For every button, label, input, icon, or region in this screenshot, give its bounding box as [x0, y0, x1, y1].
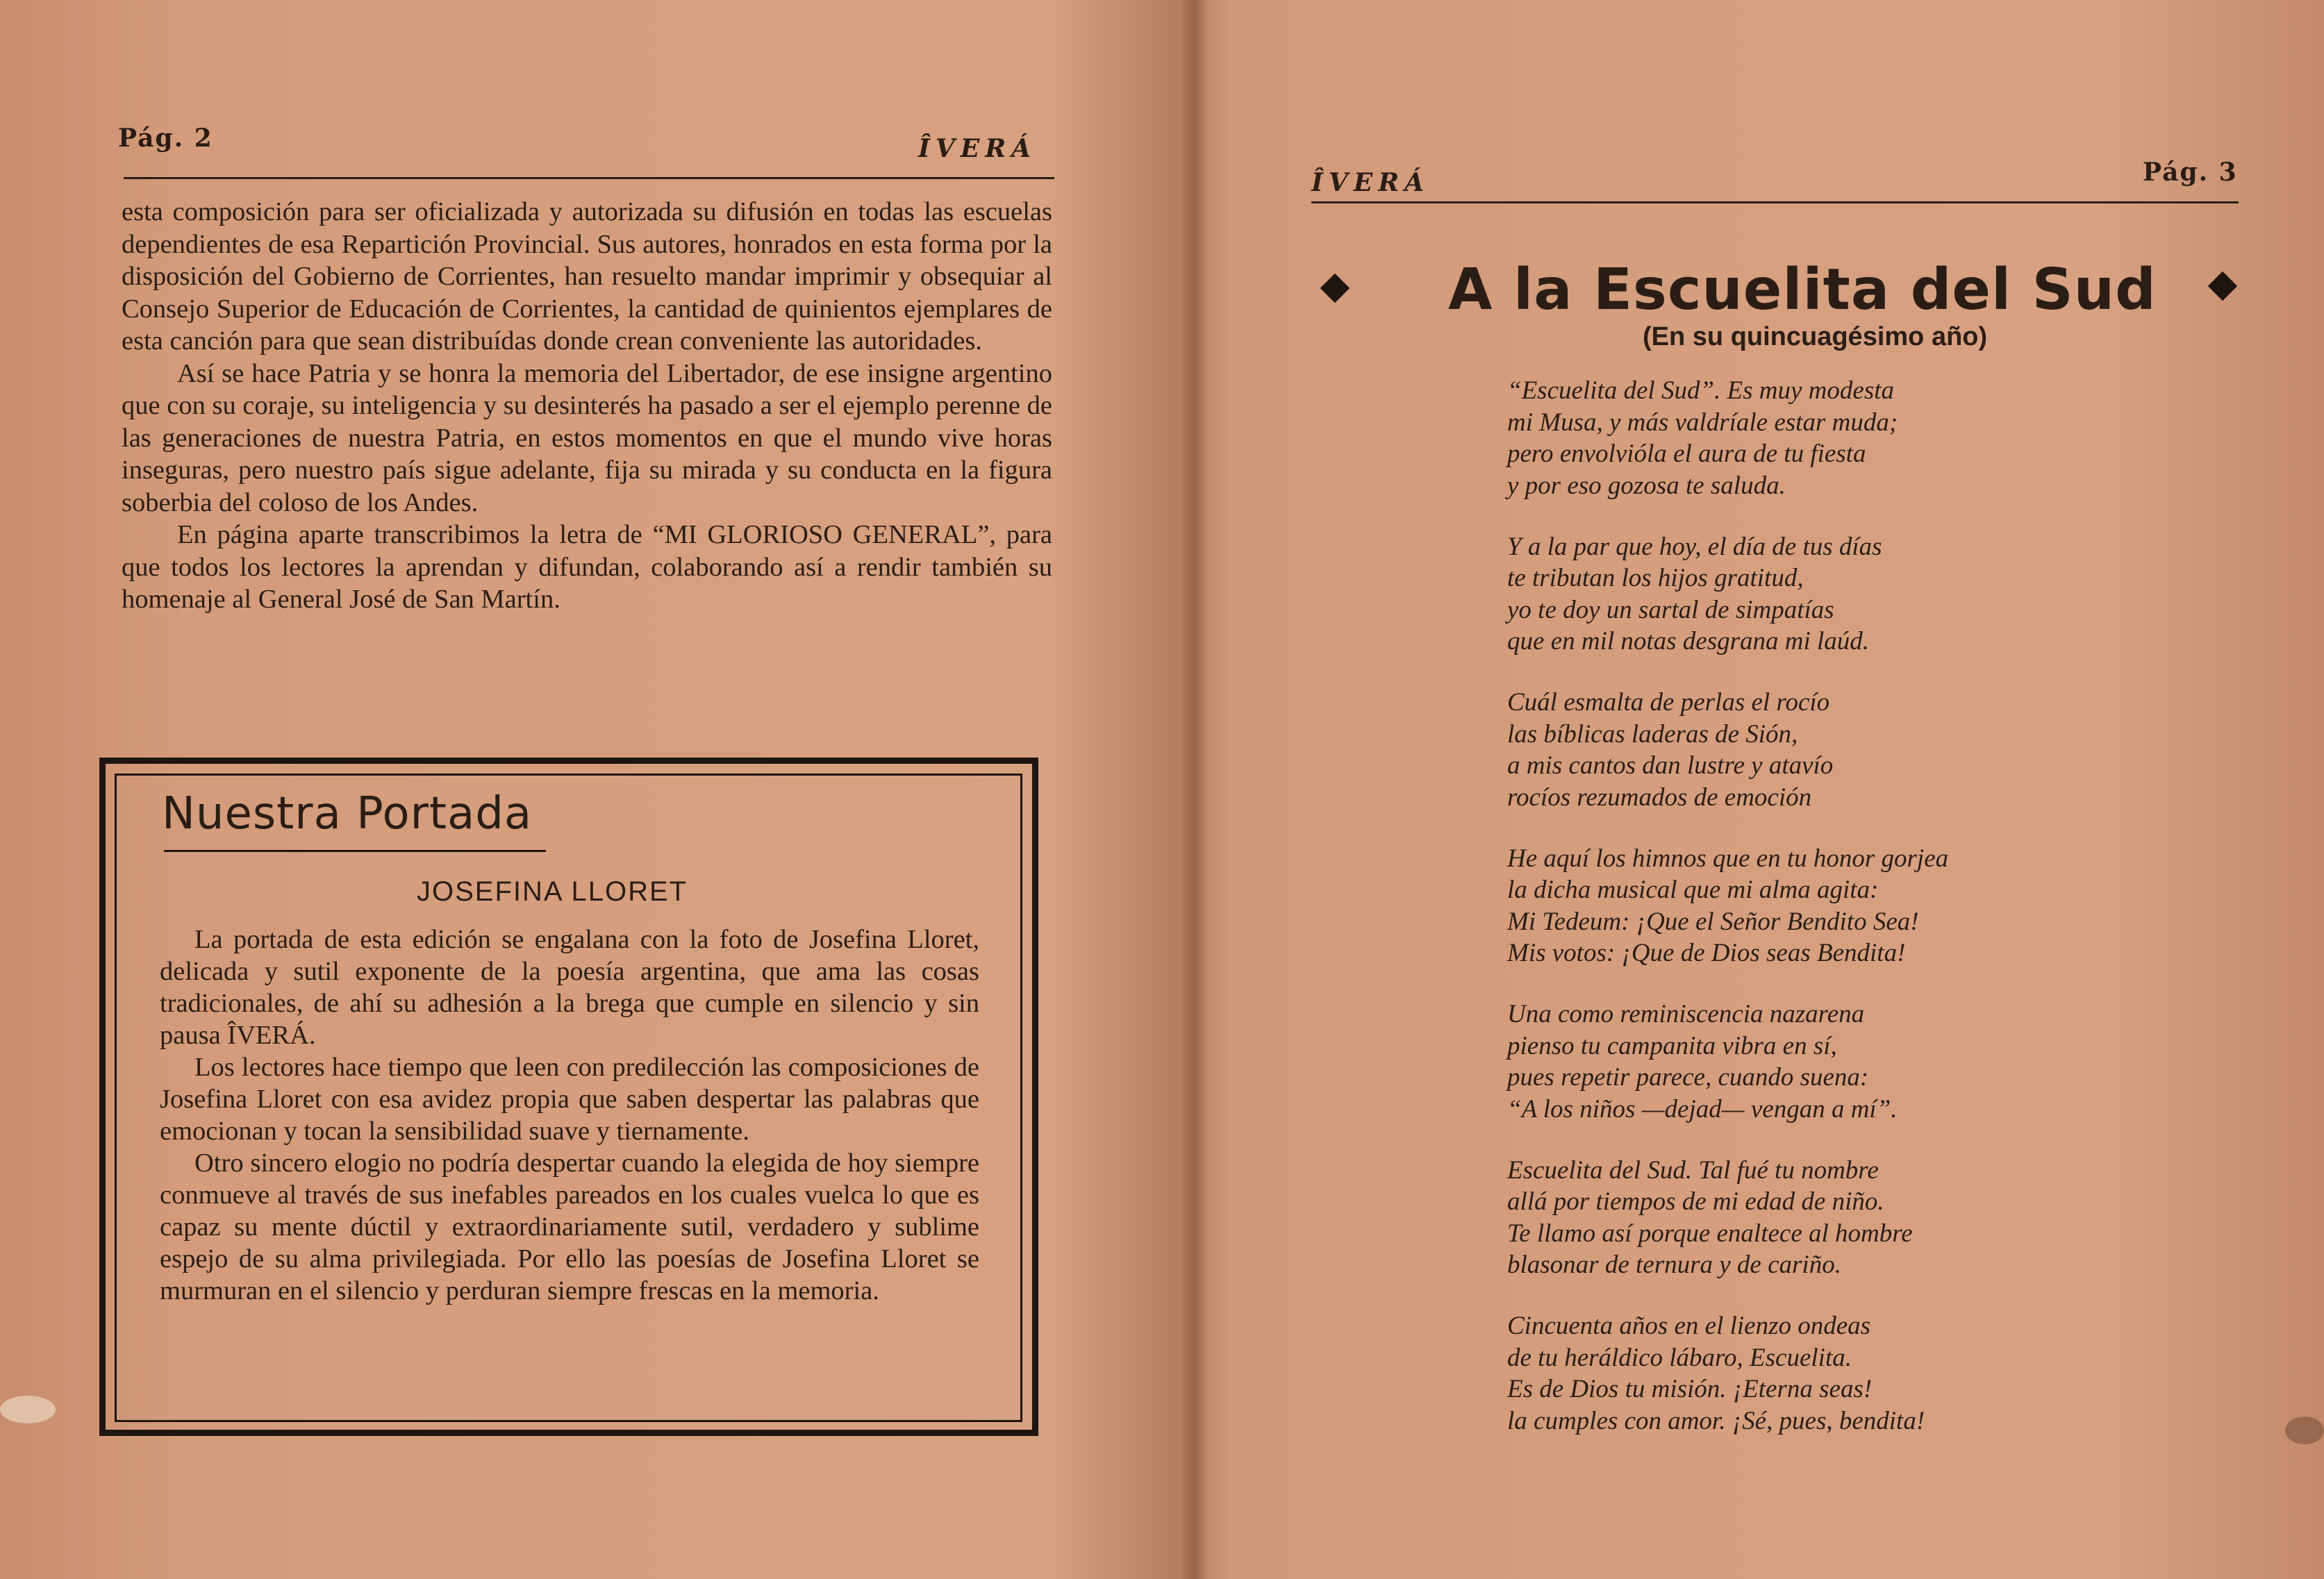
poem-line: “A los niños —dejad— vengan a mí”.	[1507, 1094, 1898, 1123]
poem-line: Mis votos: ¡Que de Dios seas Bendita!	[1507, 939, 1906, 967]
poem-line: pero envolvióla el aura de tu fiesta	[1507, 440, 1866, 468]
right-header-magazine-name: ÎVERÁ	[1311, 168, 1430, 197]
portada-paragraph: La portada de esta edición se engalana con la foto de Josefina Lloret, delicada y sutil exponente de la poesía argentina, que ama las cosas tradicionales, de ahí su adhesión a la brega que cumple en silencio y sin pausa ÎVERÁ.	[160, 925, 979, 1050]
poem-line: de tu heráldico lábaro, Escuelita.	[1507, 1343, 1852, 1372]
article-paragraph: Así se hace Patria y se honra la memoria del Libertador, de ese insigne argentino que con su coraje, su inteligencia y su desinterés ha pasado a ser el ejemplo perenne de las generaciones de nuestra Patria, en estos momentos en que el mundo vive horas inseguras, pero nuestro país sigue adelante, fija su mirada y su conducta en la figura soberbia del coloso de los Andes.	[122, 358, 1052, 517]
poem-subtitle: (En su quincuagésimo año)	[1643, 322, 1988, 351]
poem-stanza	[1507, 843, 2236, 969]
poem-line: pues repetir parece, cuando suena:	[1507, 1063, 1869, 1092]
poem-line: Mi Tedeum: ¡Que el Señor Bendito Sea!	[1507, 907, 1919, 936]
poem-line: a mis cantos dan lustre y atavío	[1507, 751, 1834, 780]
paper-stain	[2285, 1417, 2324, 1444]
poem-line: blasonar de ternura y de cariño.	[1507, 1251, 1841, 1279]
poem-title: A la Escuelita del Sud	[1448, 257, 2157, 323]
portada-title-underline	[164, 850, 546, 852]
right-header-rule	[1311, 201, 2239, 203]
poem-line: Escuelita del Sud. Tal fué tu nombre	[1507, 1155, 1879, 1185]
poem-line: mi Musa, y más valdríale estar muda;	[1507, 408, 1898, 437]
portada-title: Nuestra Portada	[162, 788, 533, 839]
poem-line: allá por tiempos de mi edad de niño.	[1507, 1187, 1884, 1216]
left-header-magazine-name: ÎVERÁ	[918, 134, 1037, 163]
poem-line: Es de Dios tu misión. ¡Eterna seas!	[1507, 1375, 1873, 1403]
poem-stanza	[1507, 999, 2236, 1125]
left-page-number: Pág. 2	[118, 124, 213, 153]
poem-line: la cumples con amor. ¡Sé, pues, bendita!	[1507, 1406, 1925, 1435]
poem-stanza	[1507, 1155, 2236, 1281]
poem-line: rocíos rezumados de emoción	[1507, 783, 1812, 812]
poem-stanza	[1507, 1310, 2236, 1437]
left-header-rule	[124, 177, 1054, 179]
poem-line: y por eso gozosa te saluda.	[1507, 471, 1786, 500]
article-paragraph: En página aparte transcribimos la letra de “MI GLORIOSO GENERAL”, para que todos los lectores la aprendan y difundan, colaborando así a rendir también su homenaje al General José de San Martín.	[122, 520, 1052, 614]
poem-stanza	[1507, 531, 2236, 658]
portada-subtitle: JOSEFINA LLORET	[417, 876, 688, 907]
poem-line: yo te doy un sartal de simpatías	[1507, 595, 1834, 624]
article-continuation	[122, 196, 1052, 616]
portada-body	[160, 924, 979, 1307]
poem-line: Cuál esmalta de perlas el rocío	[1507, 688, 1830, 717]
poem-line: Te llamo así porque enaltece al hombre	[1507, 1219, 1913, 1248]
portada-paragraph: Otro sincero elogio no podría despertar cuando la elegida de hoy siempre conmueve al través de sus inefables pareados en los cuales vuelca lo que es capaz su mente dúctil y extraordinariamente sutil, verdadero y sublime espejo de su alma privilegiada. Por ello las poesías de Josefina Lloret se murmuran en el silencio y perduran siempre frescas en la memoria.	[160, 1148, 979, 1305]
article-paragraph: esta composición para ser oficializada y autorizada su difusión en todas las escuelas dependientes de esa Repartición Provincial. Sus autores, honrados en esta forma por la disposición del Gobierno de Corrientes, han resuelto mandar imprimir y obsequiar al Consejo Superior de Educación de Corrientes, la cantidad de quinientos ejemplares de esta canción para que sean distribuídas donde crean conveniente las autoridades.	[122, 197, 1052, 356]
poem-stanza	[1507, 687, 2236, 813]
paper-stain	[0, 1396, 56, 1423]
poem-stanza	[1507, 375, 2236, 501]
poem-line: las bíblicas laderas de Sión,	[1507, 719, 1798, 749]
poem-line: te tributan los hijos gratitud,	[1507, 564, 1804, 592]
poem-line: la dicha musical que mi alma agita:	[1507, 876, 1879, 904]
portada-paragraph: Los lectores hace tiempo que leen con predilección las composiciones de Josefina Lloret con esa avidez propia que saben despertar las palabras que emocionan y tocan la sensibilidad suave y tiernamente.	[160, 1053, 979, 1146]
poem-line: Una como reminiscencia nazarena	[1507, 1000, 1865, 1028]
poem-body	[1507, 375, 2236, 1467]
poem-line: He aquí los himnos que en tu honor gorjea	[1507, 844, 1949, 873]
right-page-number: Pág. 3	[2143, 158, 2238, 187]
poem-line: Cincuenta años en el lienzo ondeas	[1507, 1312, 1871, 1340]
poem-line: pienso tu campanita vibra en sí,	[1507, 1031, 1837, 1060]
poem-line: Y a la par que hoy, el día de tus días	[1507, 532, 1882, 561]
poem-line: “Escuelita del Sud”. Es muy modesta	[1507, 376, 1895, 405]
poem-line: que en mil notas desgrana mi laúd.	[1507, 627, 1870, 655]
